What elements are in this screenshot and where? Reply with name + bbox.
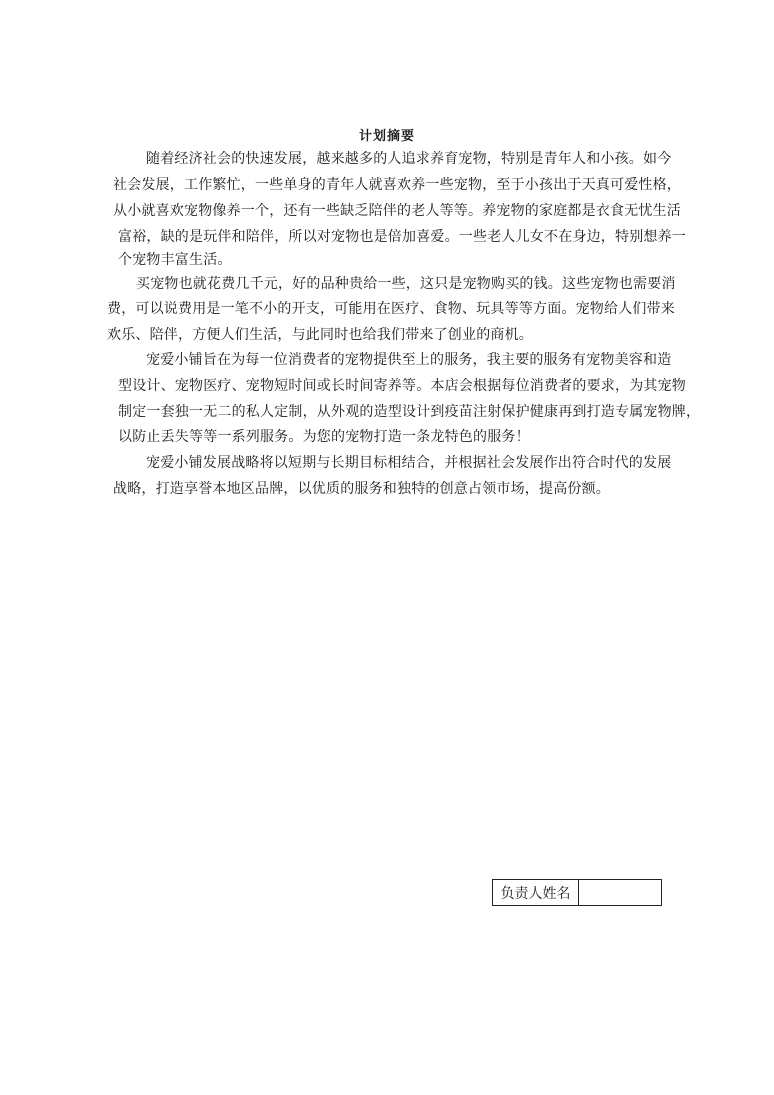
text-line: 型设计、宠物医疗、宠物短时间或长时间寄养等。本店会根据每位消费者的要求，为其宠物 (118, 378, 686, 394)
page-title: 计划摘要 (358, 129, 415, 144)
text-line: 从小就喜欢宠物像养一个，还有一些缺乏陪伴的老人等等。养宠物的家庭都是衣食无忧生活 (113, 203, 681, 219)
text-line: 宠爱小铺旨在为每一位消费者的宠物提供至上的服务，我主要的服务有宠物美容和造 (146, 352, 672, 368)
signature-table (492, 879, 662, 906)
text-line: 战略，打造享誉本地区品牌，以优质的服务和独特的创意占领市场，提高份额。 (113, 481, 610, 497)
signature-label: 负责人姓名 (493, 880, 579, 906)
text-line: 费，可以说费用是一笔不小的开支，可能用在医疗、食物、玩具等等方面。宠物给人们带来 (107, 301, 675, 317)
signature-value-field[interactable] (579, 880, 662, 906)
text-line: 宠爱小铺发展战略将以短期与长期目标相结合，并根据社会发展作出符合时代的发展 (146, 455, 672, 471)
text-line: 买宠物也就花费几千元，好的品种贵给一些，这只是宠物购买的钱。这些宠物也需要消 (136, 276, 676, 292)
text-line: 以防止丢失等等一系列服务。为您的宠物打造一条龙特色的服务！ (118, 429, 530, 445)
text-line: 个宠物丰富生活。 (118, 252, 232, 268)
text-line: 随着经济社会的快速发展，越来越多的人追求养育宠物，特别是青年人和小孩。如今 (146, 151, 672, 167)
text-line: 社会发展，工作繁忙，一些单身的青年人就喜欢养一些宠物，至于小孩出于天真可爱性格， (113, 177, 681, 193)
text-line: 制定一套独一无二的私人定制，从外观的造型设计到疫苗注射保护健康再到打造专属宠物牌， (118, 404, 701, 420)
signature-row (493, 880, 662, 906)
text-line: 欢乐、陪伴，方便人们生活，与此同时也给我们带来了创业的商机。 (107, 327, 533, 343)
text-line: 富裕，缺的是玩伴和陪伴，所以对宠物也是倍加喜爱。一些老人儿女不在身边，特别想养一 (118, 229, 686, 245)
